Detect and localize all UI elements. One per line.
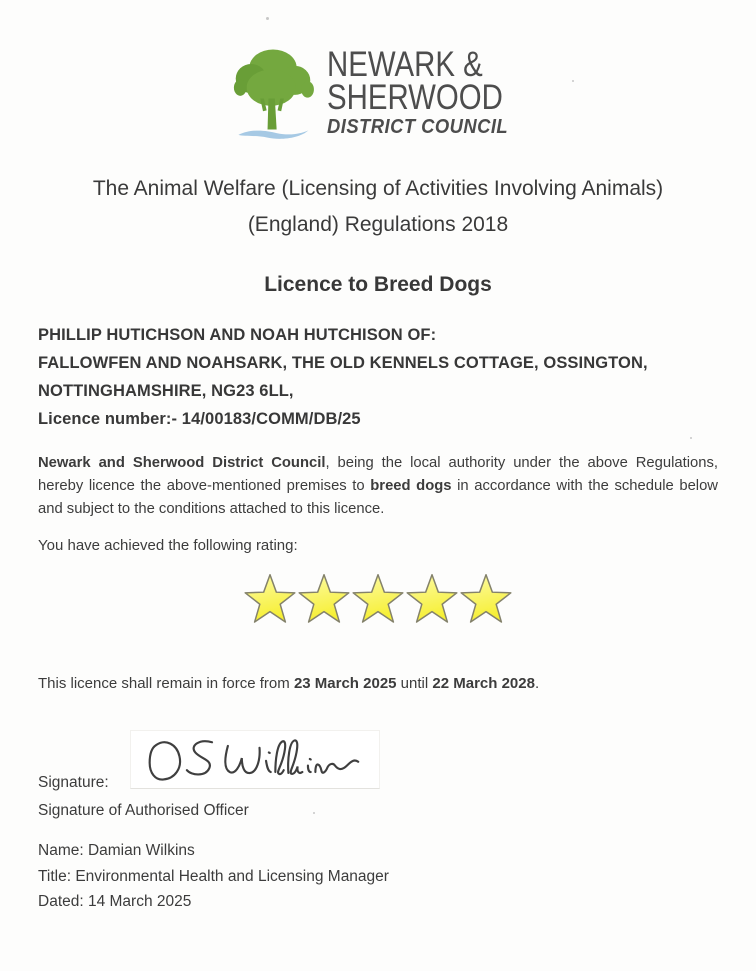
validity-start-date: 23 March 2025 (293, 675, 397, 692)
star-icon (458, 571, 514, 627)
rating-label: You have achieved the following rating: (38, 537, 298, 554)
tree-water-logo-icon (229, 44, 317, 144)
validity-text-3: . (534, 675, 540, 692)
regulations-title-line1: The Animal Welfare (Licensing of Activities Involving Animals) (92, 177, 664, 200)
officer-name: Name: Damian Wilkins (38, 842, 195, 859)
signature-sublabel: Signature of Authorised Officer (38, 802, 249, 819)
officer-title: Title: Environmental Health and Licensing Manager (38, 867, 389, 885)
statement-text-1: , being the local authority under the above Regulations, hereby licence the above-mentioned premises to (38, 455, 718, 494)
star-icon (350, 571, 406, 627)
council-name-line1: NEWARK & (327, 45, 484, 84)
licence-number: Licence number:- 14/00183/COMM/DB/25 (38, 410, 361, 428)
council-name-line3: DISTRICT COUNCIL (327, 116, 509, 138)
licensee-details (38, 321, 718, 433)
validity-text-1: This licence shall remain in force from (38, 675, 294, 692)
signature-label: Signature: (38, 774, 109, 791)
statement-text-2: in accordance with the schedule below and subject to the conditions attached to this licence. (38, 478, 718, 517)
licensee-address-line1: FALLOWFEN AND NOAHSARK, THE OLD KENNELS COTTAGE, OSSINGTON, (38, 354, 648, 372)
officer-details (38, 838, 718, 915)
validity-text-2: until (396, 675, 433, 692)
council-name (327, 45, 536, 140)
licence-type-heading: Licence to Breed Dogs (264, 273, 492, 296)
scan-speck (572, 80, 574, 82)
licensee-address-line2: NOTTINGHAMSHIRE, NG23 6LL, (38, 382, 294, 400)
signature-section (38, 730, 718, 826)
signature-image (130, 730, 380, 789)
licence-statement (38, 452, 718, 521)
scan-speck (313, 812, 315, 814)
scan-speck (266, 17, 269, 20)
star-icon (404, 571, 460, 627)
star-icon (242, 571, 298, 627)
statement-authority-name: Newark and Sherwood District Council (38, 455, 326, 471)
regulations-title (38, 171, 718, 243)
scan-speck (690, 437, 692, 439)
star-rating (38, 571, 718, 627)
licence-dated: Dated: 14 March 2025 (38, 893, 192, 910)
star-icon (296, 571, 352, 627)
council-logo (48, 0, 718, 144)
statement-activity: breed dogs (370, 478, 452, 494)
council-name-line2: SHERWOOD (327, 78, 504, 117)
licensee-names: PHILLIP HUTICHSON AND NOAH HUTCHISON OF: (38, 326, 437, 344)
regulations-title-line2: (England) Regulations 2018 (247, 213, 509, 236)
handwritten-signature-icon (131, 732, 375, 786)
validity-statement (38, 675, 718, 692)
validity-end-date: 22 March 2028 (432, 675, 535, 692)
